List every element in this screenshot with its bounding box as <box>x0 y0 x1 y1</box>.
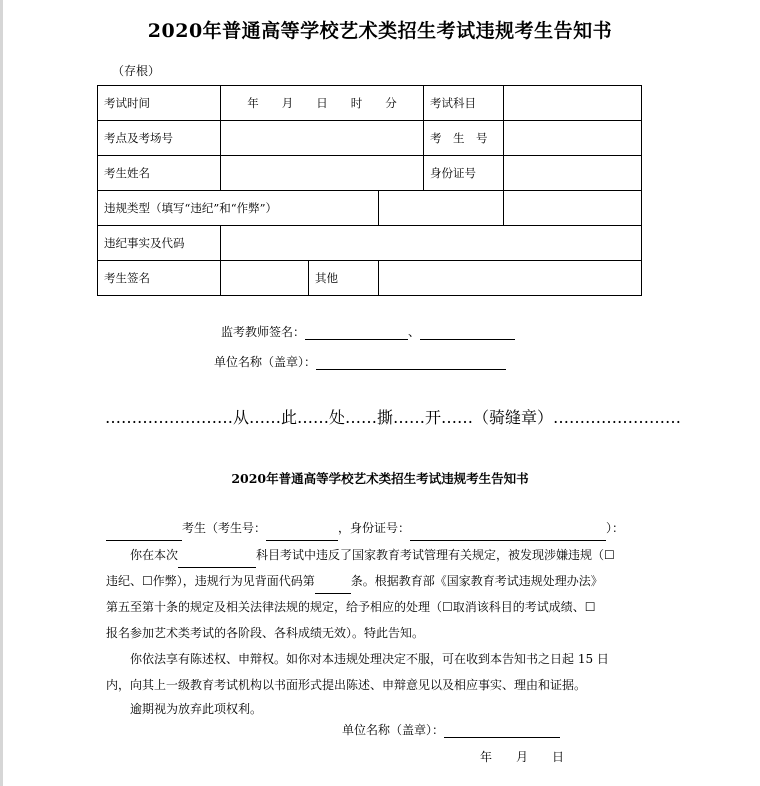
page-title: 2020年普通高等学校艺术类招生考试违规考生告知书 <box>147 20 613 42</box>
exam-time-label: 考试时间 <box>98 86 221 121</box>
exam-subject-field[interactable] <box>504 86 642 121</box>
candidate-number-label: 考 生 号 <box>424 121 504 156</box>
notice-unit-line[interactable] <box>444 737 560 738</box>
exam-subject-label: 考试科目 <box>424 86 504 121</box>
proctor-signature-line-1[interactable] <box>305 339 408 340</box>
tear-line: ……………………从……此……处……撕……开……（骑缝章）…………………… <box>105 408 682 427</box>
id-number-label: 身份证号 <box>424 156 504 191</box>
table-row <box>98 226 642 261</box>
other-field[interactable] <box>379 261 642 296</box>
table-row <box>98 121 642 156</box>
candidate-name-blank[interactable] <box>106 540 182 541</box>
table-row <box>98 261 642 296</box>
table-row <box>98 86 642 121</box>
p2-text-b: 内，向其上一级教育考试机构以书面形式提出陈述、申辩意见以及相应事实、理由和证据。 <box>106 678 587 692</box>
violation-type-field[interactable] <box>379 191 504 226</box>
exam-site-label: 考点及考场号 <box>98 121 221 156</box>
p1-text-e: 第五至第十条的规定及相关法律法规的规定，给予相应的处理（☐取消该科目的考试成绩、☐ <box>106 600 596 614</box>
violation-type-label: 违规类型（填写“违纪”和“作弊”） <box>98 191 379 226</box>
id-number-field[interactable] <box>504 156 642 191</box>
proctor-signature-label: 监考教师签名： <box>221 325 306 339</box>
proctor-signature-line-2[interactable] <box>420 339 515 340</box>
p1-text-d: 条。根据教育部《国家教育考试违规处理办法》 <box>350 574 603 588</box>
unit-name-row <box>214 353 506 370</box>
candidate-name-field[interactable] <box>221 156 424 191</box>
p1-text-b: 科目考试中违反了国家教育考试管理有关规定，被发现涉嫌违规（☐ <box>256 548 615 562</box>
p3-text: 逾期视为放弃此项权利。 <box>130 702 263 716</box>
candidate-signature-label: 考生签名 <box>98 261 221 296</box>
p1-text-f: 报名参加艺术类考试的各阶段、各科成绩无效）。特此告知。 <box>106 626 425 640</box>
table-row <box>98 191 642 226</box>
candidate-signature-field[interactable] <box>221 261 309 296</box>
notice-paragraph-2 <box>106 646 656 698</box>
exam-site-field[interactable] <box>221 121 424 156</box>
addressee-text-1: 考生（考生号： <box>182 521 267 535</box>
notice-date: 年 月 日 <box>480 750 565 764</box>
notice-title: 2020年普通高等学校艺术类招生考试违规考生告知书 <box>231 471 529 486</box>
candidate-number-field[interactable] <box>504 121 642 156</box>
exam-time-field[interactable]: 年 月 日 时 分 <box>221 86 424 121</box>
notice-addressee <box>106 515 656 541</box>
violation-facts-field[interactable] <box>221 226 642 261</box>
p1-text-a: 你在本次 <box>130 548 179 562</box>
violation-type-field-2[interactable] <box>504 191 642 226</box>
candidate-number-blank[interactable] <box>266 540 338 541</box>
p2-text-a: 你依法享有陈述权、申辩权。如你对本违规处理决定不服，可在收到本告知书之日起 15 日 <box>130 652 609 666</box>
proctor-signature-row <box>221 323 515 340</box>
proctor-separator: 、 <box>408 325 421 339</box>
stub-form-table <box>97 85 642 296</box>
unit-name-line[interactable] <box>316 369 506 370</box>
addressee-text-2: ，身份证号： <box>338 521 411 535</box>
other-label: 其他 <box>309 261 379 296</box>
unit-name-label: 单位名称（盖章）： <box>214 355 317 369</box>
notice-unit-label: 单位名称（盖章）： <box>342 723 445 737</box>
p1-text-c: 违纪、☐作弊），违规行为见背面代码第 <box>106 574 315 588</box>
violation-facts-label: 违纪事实及代码 <box>98 226 221 261</box>
notice-paragraph-1 <box>106 542 656 646</box>
table-row <box>98 156 642 191</box>
stub-label: （存根） <box>112 64 161 78</box>
id-number-blank[interactable] <box>410 540 606 541</box>
notice-paragraph-3 <box>106 696 656 722</box>
page-left-edge <box>0 0 3 786</box>
notice-unit-row <box>342 721 560 738</box>
candidate-name-label: 考生姓名 <box>98 156 221 191</box>
addressee-text-3: ）： <box>606 521 625 535</box>
